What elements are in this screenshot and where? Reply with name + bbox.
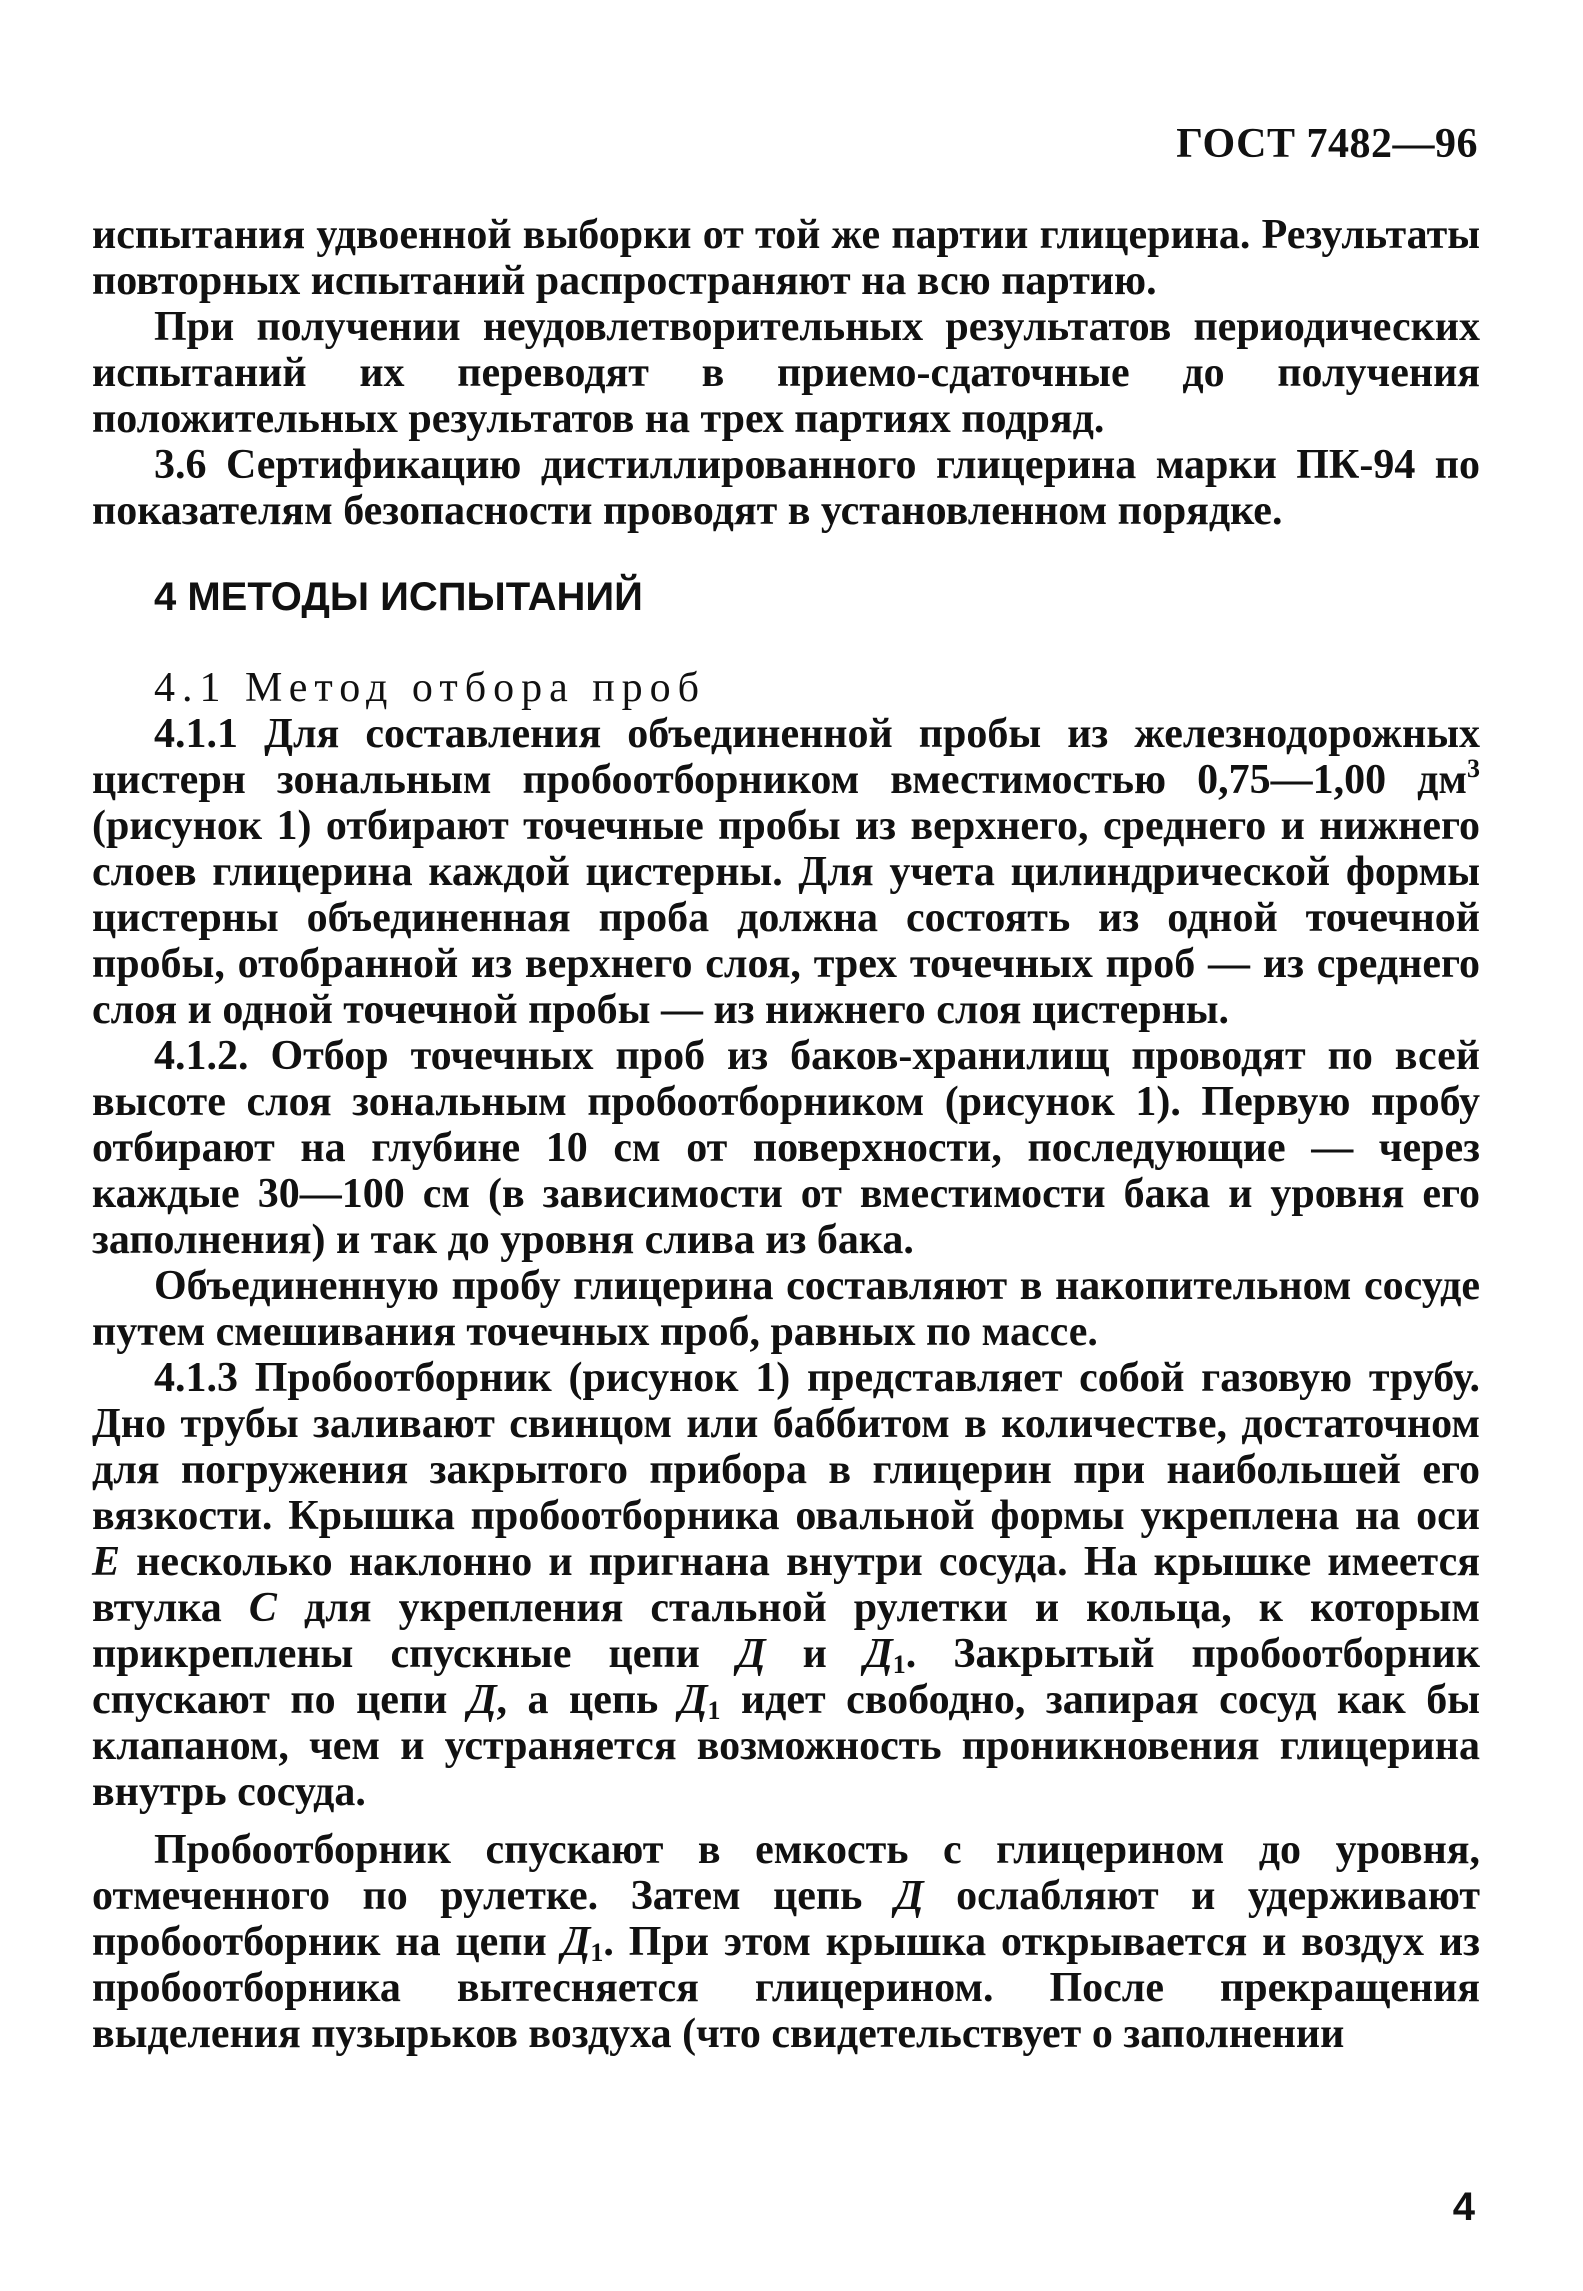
paragraph-4-1-2: 4.1.2. Отбор точечных проб из баков-хранилищ проводят по всей высоте слоя зональным пробоотборником (рисунок 1). Первую пробу отбирают на глубине 10 см от поверхности, последующие — через каждые 30—100 см (в зависимости от вместимости бака и уровня его заполнения) и так до уровня слива из бака.	[92, 1033, 1480, 1263]
text-run: и	[765, 1631, 864, 1677]
text-run: 4.1.1 Для составления объединенной пробы из железнодорожных цистерн зональным пробоотборником вместимостью 0,75—1,00 дм	[92, 711, 1480, 803]
italic-letter: Е	[92, 1539, 121, 1585]
text-run: несколько наклонно и пригнана внутри сосуда. На крышке имеется втулка	[92, 1539, 1480, 1631]
text-run: 4.1.3 Пробоотборник (рисунок 1) представляет собой газовую трубу. Дно трубы заливают свинцом или баббитом в количестве, достаточном для погружения закрытого прибора в глицерин при наибольшей его вязкости. Крышка пробоотборника овальной формы укреплена на оси	[92, 1355, 1480, 1539]
italic-letter: Д	[467, 1677, 497, 1723]
section-title-4: 4 МЕТОДЫ ИСПЫТАНИЙ	[154, 575, 643, 619]
superscript: 3	[1467, 754, 1480, 783]
italic-letter: Д	[736, 1631, 766, 1677]
text-run: . При этом крышка открывается и воздух из пробоотборника вытесняется глицерином. После прекращения выделения пузырьков воздуха (что свидетельствует о заполнении	[92, 1919, 1480, 2057]
subsection-title-4-1: 4.1 Метод отбора проб	[154, 665, 707, 711]
document-body	[92, 212, 1480, 2057]
paragraph-continuation: испытания удвоенной выборки от той же партии глицерина. Результаты повторных испытаний распространяют на всю партию.	[92, 212, 1480, 304]
italic-letter: С	[248, 1585, 277, 1631]
subscript: 1	[707, 1696, 721, 1725]
paragraph-combined-sample: Объединенную пробу глицерина составляют в накопительном сосуде путем смешивания точечных проб, равных по массе.	[92, 1263, 1480, 1355]
italic-letter: Д	[863, 1631, 893, 1677]
paragraph-4-1-1	[92, 711, 1480, 1033]
italic-letter: Д	[561, 1919, 591, 1965]
subscript: 1	[892, 1650, 906, 1679]
text-run: идет свободно, запирая сосуд как бы клапаном, чем и устраняется возможность проникновения глицерина внутрь сосуда.	[92, 1677, 1480, 1815]
text-run: для укрепления стальной рулетки и кольца, к которым прикреплены спускные цепи	[92, 1585, 1480, 1677]
text-run: Пробоотборник спускают в емкость с глицерином до уровня, отмеченного по рулетке. Затем цепь	[92, 1827, 1480, 1919]
paragraph-periodic-tests: При получении неудовлетворительных результатов периодических испытаний их переводят в приемо-сдаточные до получения положительных результатов на трех партиях подряд.	[92, 304, 1480, 442]
italic-letter: Д	[678, 1677, 708, 1723]
paragraph-3-6: 3.6 Сертификацию дистиллированного глицерина марки ПК-94 по показателям безопасности проводят в установленном порядке.	[92, 442, 1480, 534]
page-number: 4	[1452, 2185, 1475, 2229]
subscript: 1	[590, 1938, 604, 1967]
text-run: (рисунок 1) отбирают точечные пробы из верхнего, среднего и нижнего слоев глицерина каждой цистерны. Для учета цилиндрической формы цистерны объединенная проба должна состоять из одной точечной пробы, отобранной из верхнего слоя, трех точечных проб — из среднего слоя и одной точечной пробы — из нижнего слоя цистерны.	[92, 803, 1480, 1033]
text-run: , а цепь	[496, 1677, 679, 1723]
italic-letter: Д	[894, 1873, 924, 1919]
paragraph-sampling-procedure	[92, 1827, 1480, 2057]
paragraph-4-1-3	[92, 1355, 1480, 1815]
text-run: ослабляют и удерживают пробоотборник на цепи	[92, 1873, 1480, 1965]
document-header: ГОСТ 7482—96	[1176, 121, 1478, 167]
text-run: . Закрытый пробоотборник спускают по цепи	[92, 1631, 1480, 1723]
